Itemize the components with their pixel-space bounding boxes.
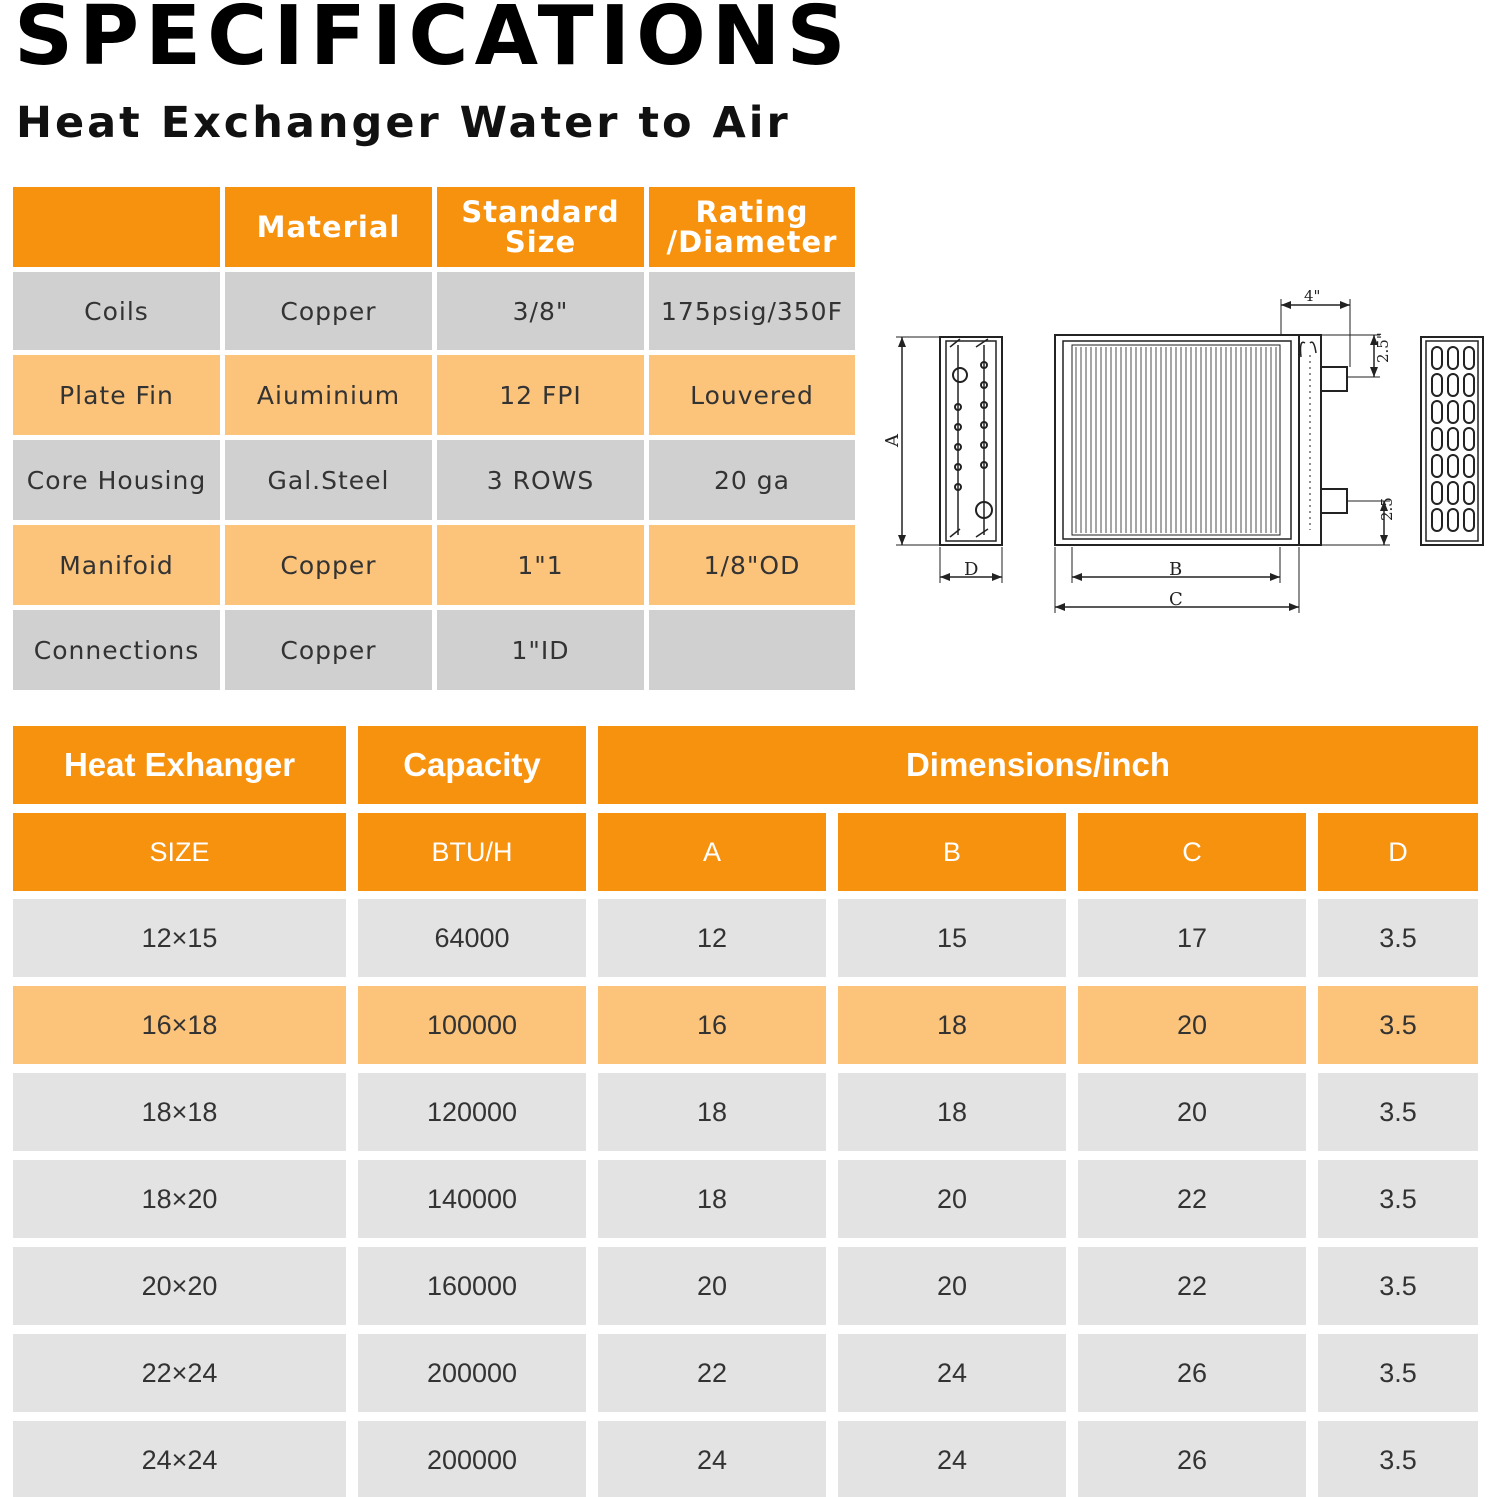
dims-cell: 3.5 (1318, 1073, 1478, 1151)
dims-header-dimensions: Dimensions/inch (598, 726, 1478, 804)
spec-cell: 3 ROWS (437, 440, 644, 520)
dims-cell: 120000 (358, 1073, 586, 1151)
end-slot (1464, 428, 1474, 450)
dims-subheader-b: B (838, 813, 1066, 891)
dims-cell: 18×18 (13, 1073, 346, 1151)
dims-subheader-a: A (598, 813, 826, 891)
dim-label-bottom-offset: 2.5 (1378, 497, 1396, 521)
dims-cell: 18 (598, 1160, 826, 1238)
dims-cell: 18 (838, 1073, 1066, 1151)
dims-subheader-btu: BTU/H (358, 813, 586, 891)
dims-row (13, 1073, 1478, 1151)
dims-cell: 17 (1078, 899, 1306, 977)
dims-row (13, 986, 1478, 1064)
dims-cell: 15 (838, 899, 1066, 977)
end-slot (1448, 401, 1458, 423)
end-slot (1448, 428, 1458, 450)
dims-cell: 20×20 (13, 1247, 346, 1325)
dimensions-table (13, 726, 1478, 1497)
spec-cell: Louvered (649, 355, 855, 435)
dims-cell: 24 (838, 1334, 1066, 1412)
dims-cell: 140000 (358, 1160, 586, 1238)
dims-cell: 24 (598, 1421, 826, 1497)
spec-cell: Manifoid (13, 525, 220, 605)
dims-cell: 200000 (358, 1334, 586, 1412)
dims-header-heat-exchanger: Heat Exhanger (13, 726, 346, 804)
dims-subheader-c: C (1078, 813, 1306, 891)
spec-row (13, 272, 855, 350)
spec-header-rating-diameter: Rating /Diameter (649, 187, 855, 267)
dims-cell: 3.5 (1318, 986, 1478, 1064)
dims-cell: 64000 (358, 899, 586, 977)
dims-header-capacity: Capacity (358, 726, 586, 804)
dims-cell: 20 (1078, 1073, 1306, 1151)
dims-row (13, 1334, 1478, 1412)
spec-header-standard-size: Standard Size (437, 187, 644, 267)
spec-header-material: Material (225, 187, 432, 267)
end-slot (1448, 374, 1458, 396)
dims-cell: 3.5 (1318, 1334, 1478, 1412)
end-slot (1464, 347, 1474, 369)
dims-cell: 16 (598, 986, 826, 1064)
spec-cell: Core Housing (13, 440, 220, 520)
dims-cell: 20 (1078, 986, 1306, 1064)
dims-row (13, 1421, 1478, 1497)
dims-cell: 24×24 (13, 1421, 346, 1497)
dims-cell: 160000 (358, 1247, 586, 1325)
end-slot (1448, 347, 1458, 369)
spec-table (13, 187, 855, 695)
dims-cell: 20 (838, 1247, 1066, 1325)
spec-cell: 20 ga (649, 440, 855, 520)
spec-row (13, 610, 855, 690)
spec-cell: 175psig/350F (649, 272, 855, 350)
dims-group-header-row (13, 726, 1478, 804)
spec-cell: 1/8"OD (649, 525, 855, 605)
spec-cell: Gal.Steel (225, 440, 432, 520)
dims-cell: 22×24 (13, 1334, 346, 1412)
end-slot (1432, 482, 1442, 504)
spec-cell: 1"ID (437, 610, 644, 690)
end-slot (1464, 455, 1474, 477)
dim-label-b: B (1169, 559, 1183, 580)
page-title: SPECIFICATIONS (14, 0, 852, 84)
dims-cell: 3.5 (1318, 899, 1478, 977)
dims-row (13, 899, 1478, 977)
dims-cell: 18×20 (13, 1160, 346, 1238)
spec-cell: Copper (225, 272, 432, 350)
dims-cell: 16×18 (13, 986, 346, 1064)
dims-cell: 3.5 (1318, 1421, 1478, 1497)
spec-cell: Aiuminium (225, 355, 432, 435)
dims-subheader-size: SIZE (13, 813, 346, 891)
end-slot (1448, 482, 1458, 504)
spec-cell: Coils (13, 272, 220, 350)
dims-cell: 24 (838, 1421, 1066, 1497)
dims-sub-header-row (13, 813, 1478, 891)
spec-cell: 12 FPI (437, 355, 644, 435)
end-slot (1464, 482, 1474, 504)
dims-cell: 26 (1078, 1334, 1306, 1412)
dims-cell: 26 (1078, 1421, 1306, 1497)
spec-row (13, 525, 855, 605)
spec-cell (649, 610, 855, 690)
side-view-frame (940, 337, 1002, 545)
end-slot (1432, 455, 1442, 477)
spec-header-blank (13, 187, 220, 267)
spec-cell: 1"1 (437, 525, 644, 605)
spec-cell: Connections (13, 610, 220, 690)
dims-cell: 3.5 (1318, 1247, 1478, 1325)
end-slot (1464, 374, 1474, 396)
spec-cell: Copper (225, 525, 432, 605)
spec-header-row (13, 187, 855, 267)
spec-cell: Plate Fin (13, 355, 220, 435)
spec-row (13, 440, 855, 520)
end-slot (1432, 428, 1442, 450)
end-slot (1464, 509, 1474, 531)
dims-cell: 22 (1078, 1247, 1306, 1325)
heat-exchanger-drawing (880, 285, 1490, 615)
dim-label-d: D (964, 559, 979, 580)
dims-cell: 3.5 (1318, 1160, 1478, 1238)
dim-label-4in: 4" (1304, 287, 1321, 305)
end-slot (1432, 347, 1442, 369)
page-subtitle: Heat Exchanger Water to Air (16, 98, 791, 148)
dims-row (13, 1247, 1478, 1325)
dims-cell: 200000 (358, 1421, 586, 1497)
dims-cell: 18 (838, 986, 1066, 1064)
end-slot (1432, 401, 1442, 423)
spec-row (13, 355, 855, 435)
dim-label-a: A (882, 434, 903, 447)
end-slot (1464, 401, 1474, 423)
end-slot (1432, 374, 1442, 396)
dim-label-c: C (1169, 589, 1183, 610)
dims-cell: 22 (1078, 1160, 1306, 1238)
dims-cell: 20 (598, 1247, 826, 1325)
end-slot (1448, 509, 1458, 531)
dims-row (13, 1160, 1478, 1238)
dims-cell: 20 (838, 1160, 1066, 1238)
spec-cell: 3/8" (437, 272, 644, 350)
dims-cell: 18 (598, 1073, 826, 1151)
dim-label-top-offset: 2.5" (1374, 332, 1392, 363)
end-slot (1432, 509, 1442, 531)
end-slot (1448, 455, 1458, 477)
dims-cell: 22 (598, 1334, 826, 1412)
dims-cell: 12×15 (13, 899, 346, 977)
dims-subheader-d: D (1318, 813, 1478, 891)
spec-cell: Copper (225, 610, 432, 690)
dims-cell: 100000 (358, 986, 586, 1064)
dims-cell: 12 (598, 899, 826, 977)
